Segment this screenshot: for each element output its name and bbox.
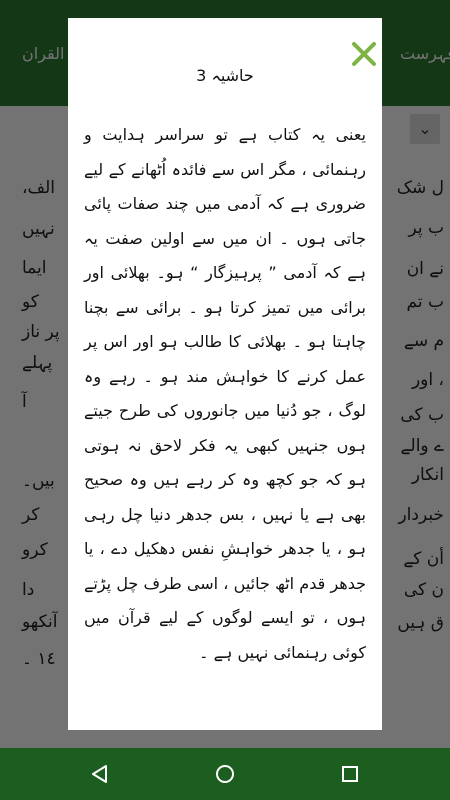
dialog-title: حاشیہ 3	[196, 66, 254, 85]
system-nav-bar	[0, 748, 450, 800]
recents-icon[interactable]	[338, 762, 362, 786]
dialog-body: یعنی یہ کتاب ہے تو سراسر ہدایت و رہنمائی ، مگر اس سے فائدہ اُٹھانے کے لیے ضروری ہے کہ آدمی میں چند صفات پائی جاتی ہوں ۔ ان میں سے اولین صفت یہ ہے کہ آدمی ” پرہیزگار “ ہو۔ بھلائی اور برائی میں تمیز کرتا ہو ۔ برائی سے بچنا چاہتا ہو ۔ بھلائی کا طالب ہو اور اس پر عمل کرنے کا خواہش مند ہو ۔ رہے وہ لوگ ، جو دُنیا میں جانوروں کی طرح جیتے ہوں جنہیں کبھی یہ فکر لاحق نہ ہوتی ہو کہ جو کچھ وہ کر رہے ہیں وہ صحیح بھی ہے یا نہیں ، بس جدھر دنیا چل رہی ہو ، یا جدھر خواہشِ نفس دھکیل دے ، یا جدھر قدم اٹھ جائیں ، اسی طرف چل پڑتے ہوں ، تو ایسے لوگوں کے لیے قرآن میں کوئی رہنمائی نہیں ہے ۔	[84, 125, 366, 662]
back-icon[interactable]	[88, 762, 112, 786]
home-icon[interactable]	[213, 762, 237, 786]
footnote-dialog	[68, 18, 382, 730]
